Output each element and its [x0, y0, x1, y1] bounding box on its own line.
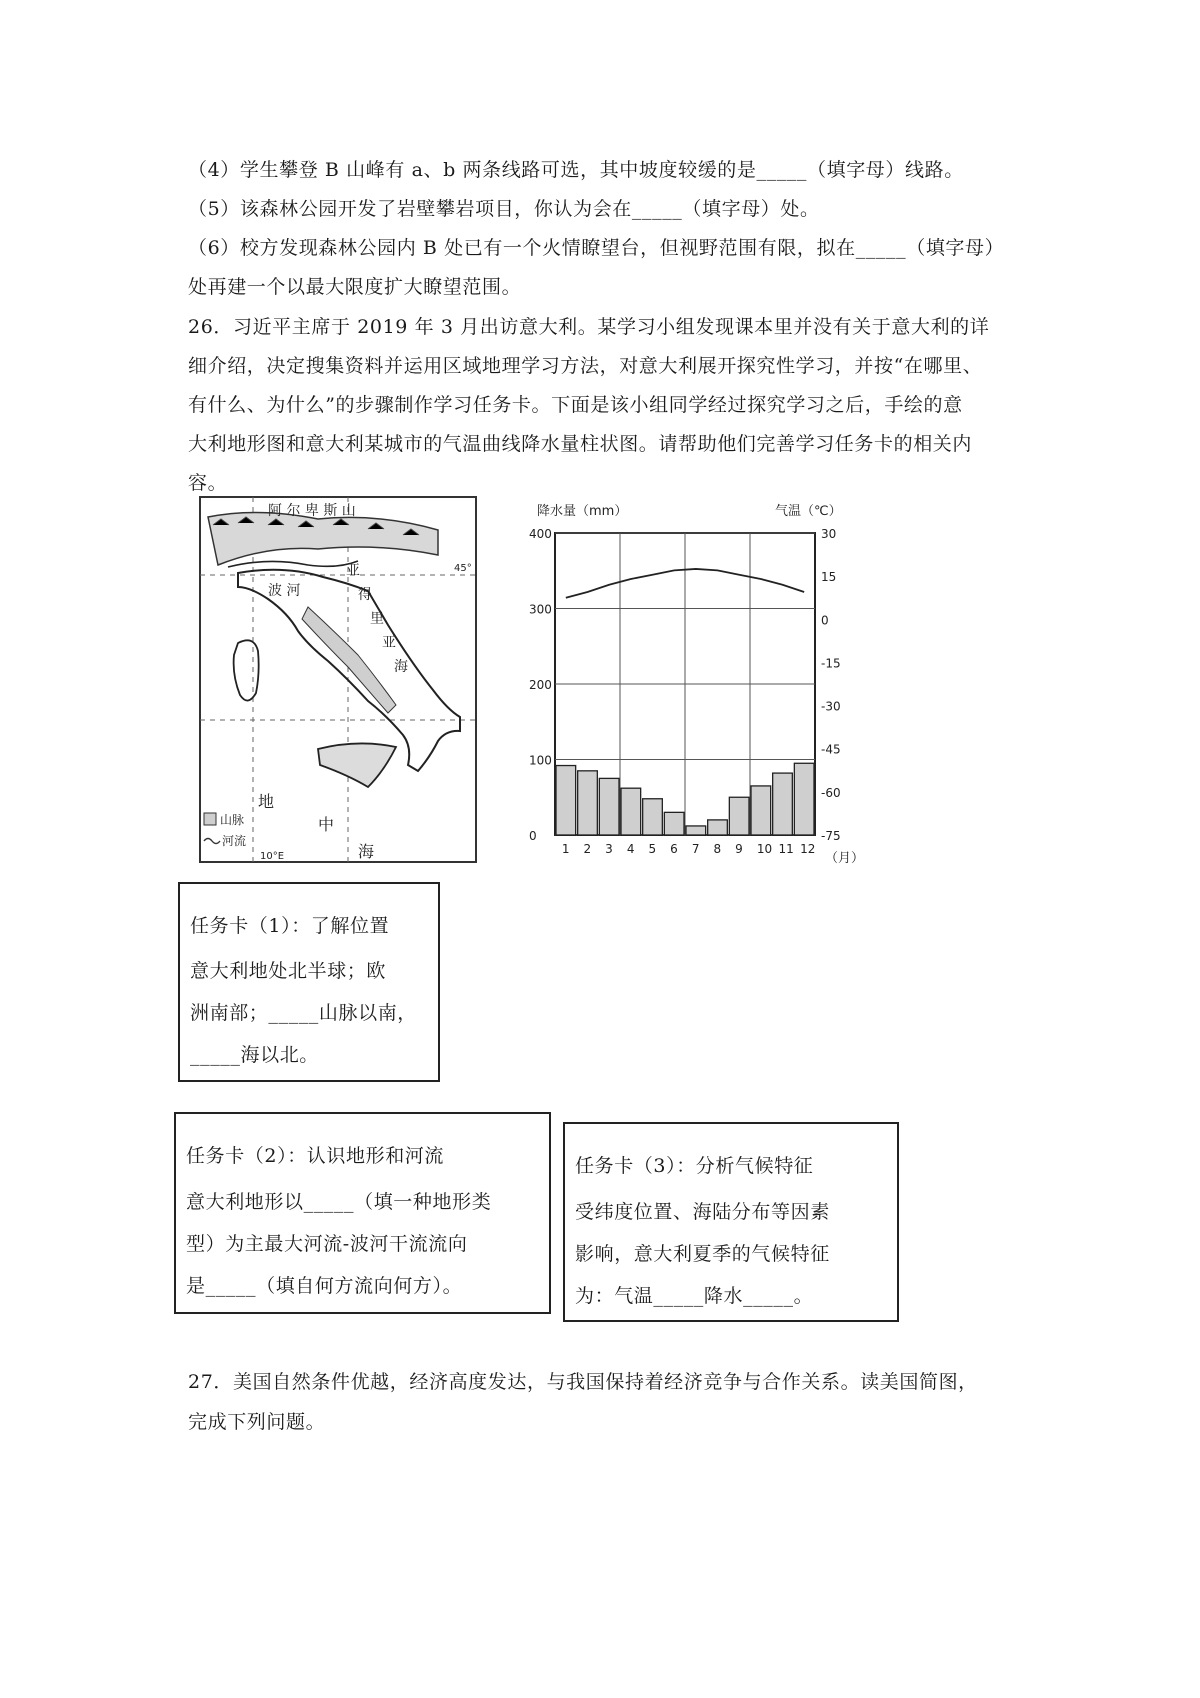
question-6-line1: （6）校方发现森林公园内 B 处已有一个火情瞭望台，但视野范围有限，拟在_____（填字母） [188, 237, 1005, 259]
task-card-2-line2: 型）为主最大河流-波河干流流向 [186, 1233, 468, 1255]
climate-chart [525, 495, 865, 870]
month-tick-label: 7 [691, 842, 700, 856]
precip-bar [578, 771, 598, 835]
task-card-3-line1: 受纬度位置、海陆分布等因素 [575, 1201, 830, 1223]
month-tick-label: 12 [800, 842, 816, 856]
question-26-line3: 有什么、为什么”的步骤制作学习任务卡。下面是该小组同学经过探究学习之后，手绘的意 [188, 394, 963, 416]
question-26-line2: 细介绍，决定搜集资料并运用区域地理学习方法，对意大利展开探究性学习，并按“在哪里、 [188, 355, 983, 377]
adriatic-char-5: 海 [394, 659, 408, 675]
task-card-3-title: 任务卡（3）：分析气候特征 [575, 1155, 814, 1177]
temp-tick-label: -60 [821, 785, 841, 800]
precip-tick-label: 100 [529, 753, 552, 768]
adriatic-char-2: 得 [358, 587, 372, 603]
month-axis-title: （月） [825, 851, 865, 866]
precip-bar [643, 799, 663, 835]
mediterranean-char-1: 地 [258, 792, 275, 811]
adriatic-char-3: 里 [370, 611, 384, 627]
question-26-line4: 大利地形图和意大利某城市的气温曲线降水量柱状图。请帮助他们完善学习任务卡的相关内 [188, 433, 973, 455]
precip-tick-label: 200 [529, 678, 552, 692]
question-5: （5）该森林公园开发了岩壁攀岩项目，你认为会在_____（填字母）处。 [188, 198, 820, 220]
precip-tick-label: 0 [529, 829, 537, 843]
month-tick-label: 6 [670, 842, 678, 856]
question-26-line5: 容。 [188, 472, 228, 494]
task-card-1-line3: _____海以北。 [190, 1044, 319, 1066]
task-card-1 [178, 882, 440, 1082]
sicily-island-shape [318, 743, 396, 787]
temp-tick-label: -15 [821, 656, 841, 671]
temp-tick-label: -75 [821, 829, 841, 843]
legend-river-label: 河流 [222, 834, 247, 848]
latitude-label: 45° [454, 563, 472, 574]
month-tick-label: 10 [756, 842, 773, 856]
task-card-1-line1: 意大利地处北半球；欧 [190, 960, 387, 982]
task-card-3-line3: 为：气温_____降水_____。 [575, 1285, 814, 1307]
precip-bar [621, 788, 641, 835]
legend-mountain-label: 山脉 [220, 813, 245, 827]
task-card-3 [563, 1122, 899, 1322]
temp-tick-label: -45 [821, 742, 841, 757]
precip-tick-label: 400 [529, 527, 552, 541]
precip-bar [708, 820, 728, 835]
precip-bar [751, 786, 771, 835]
month-tick-label: 8 [713, 842, 722, 856]
month-tick-label: 3 [605, 842, 613, 856]
mediterranean-char-2: 中 [318, 815, 335, 834]
adriatic-char-1: 亚 [346, 563, 360, 579]
task-card-2 [174, 1112, 551, 1314]
longitude-label: 10°E [260, 851, 285, 862]
italy-peninsula-shape [238, 570, 460, 771]
precip-bar [686, 826, 706, 835]
temp-tick-label: 30 [821, 527, 837, 541]
adriatic-char-4: 亚 [382, 635, 396, 651]
question-6-line2: 处再建一个以最大限度扩大瞭望范围。 [188, 276, 522, 298]
precip-bar [773, 773, 793, 835]
task-card-2-title: 任务卡（2）：认识地形和河流 [186, 1145, 444, 1167]
month-tick-label: 9 [735, 842, 743, 856]
task-card-2-line1: 意大利地形以_____（填一种地形类 [186, 1191, 492, 1213]
question-4: （4）学生攀登 B 山峰有 a、b 两条线路可选，其中坡度较缓的是_____（填字母）线路。 [188, 159, 964, 181]
temp-tick-label: 0 [821, 613, 829, 628]
task-card-1-title: 任务卡（1）：了解位置 [190, 915, 390, 937]
po-river-label: 波 河 [268, 583, 301, 599]
question-26-line1: 26．习近平主席于 2019 年 3 月出访意大利。某学习小组发现课本里并没有关于意大利的详 [188, 316, 990, 338]
month-tick-label: 5 [648, 842, 657, 856]
alps-label: 阿 尔 卑 斯 山 [268, 503, 356, 519]
month-tick-label: 4 [626, 842, 635, 856]
question-27-line2: 完成下列问题。 [188, 1411, 326, 1433]
precip-bar [794, 763, 814, 835]
sardinia-island-shape [234, 640, 259, 700]
precip-bar [599, 778, 619, 835]
precip-bar [729, 797, 749, 835]
precip-bar [556, 766, 576, 835]
month-tick-label: 2 [583, 842, 592, 856]
task-card-1-line2: 洲南部；_____山脉以南， [190, 1002, 417, 1024]
po-river-line [228, 561, 358, 567]
month-tick-label: 1 [561, 842, 570, 856]
temp-axis-title: 气温（℃） [775, 504, 842, 519]
italy-terrain-map [198, 495, 480, 870]
precip-tick-label: 300 [529, 602, 552, 617]
precip-axis-title: 降水量（mm） [537, 504, 628, 519]
precip-bar [664, 812, 684, 835]
temp-tick-label: -30 [821, 699, 841, 714]
question-27-line1: 27．美国自然条件优越，经济高度发达，与我国保持着经济竞争与合作关系。读美国简图， [188, 1371, 978, 1393]
task-card-3-line2: 影响，意大利夏季的气候特征 [575, 1243, 830, 1265]
temp-tick-label: 15 [821, 570, 837, 585]
task-card-2-line3: 是_____（填自何方流向何方）。 [186, 1275, 463, 1297]
month-tick-label: 11 [778, 842, 794, 856]
mediterranean-char-3: 海 [358, 842, 375, 861]
